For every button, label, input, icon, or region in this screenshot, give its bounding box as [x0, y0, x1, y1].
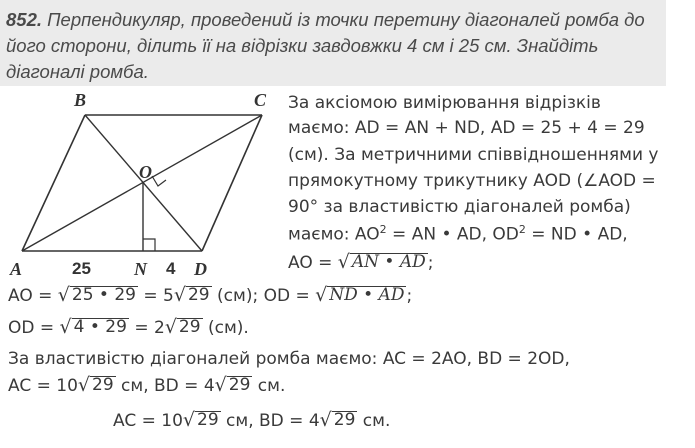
l8-sqrt-2: √ 29: [173, 284, 210, 306]
l12-part-c: см.: [357, 411, 391, 431]
l9-part-b: = 2: [128, 318, 165, 338]
l9-sqrt-1: √ 4 • 29: [59, 316, 127, 338]
l8-part-b: = 5: [137, 286, 174, 306]
l8-sqrt-3: √ ND • AD: [315, 284, 405, 306]
solution-line-10: За властивістю діагоналей ромба маємо: AC = 2AO, BD = 2OD,: [8, 349, 570, 369]
rhombus-diagram: [0, 88, 290, 288]
l11-part-b: см, BD = 4: [115, 376, 215, 396]
l9-part-a: OD =: [8, 318, 60, 338]
right-angle-o: [152, 176, 166, 186]
solution-line-1: За аксіомою вимірювання відрізків: [288, 93, 601, 113]
l7-end: ;: [427, 253, 434, 273]
diagonal-ac: [22, 115, 262, 251]
l9-radicand-1: 4 • 29: [73, 317, 127, 337]
point-label-a: A: [10, 259, 23, 279]
solution-line-9: [8, 318, 249, 338]
l6-part-b: = AN • AD, OD: [386, 224, 519, 245]
l6-part-c: = ND • AD,: [525, 224, 628, 245]
l12-radicand-1: 29: [197, 410, 219, 430]
solution-line-3: (см). За метричними співвідношеннями у: [288, 145, 659, 165]
solution-line-4: прямокутному трикутнику AOD (∠AOD =: [288, 171, 656, 191]
side-ab: [22, 115, 85, 251]
l12-part-a: AC = 10: [113, 411, 183, 431]
solution-line-11: [8, 376, 285, 396]
l9-sqrt-2: √ 29: [164, 316, 201, 338]
l11-part-a: AC = 10: [8, 376, 78, 396]
l12-radicand-2: 29: [333, 410, 356, 430]
solution-line-6: [288, 223, 628, 245]
solution-line-2: маємо: AD = AN + ND, AD = 25 + 4 = 29: [288, 118, 645, 138]
right-angle-n: [143, 239, 155, 251]
l11-radicand-2: 29: [228, 375, 251, 395]
l11-sqrt-1: √ 29: [77, 374, 114, 396]
l12-sqrt-2: √ 29: [319, 409, 356, 431]
point-label-o: O: [139, 162, 152, 182]
l8-part-a: AO =: [8, 286, 58, 306]
solution-line-12: [113, 411, 390, 431]
l11-part-c: см.: [252, 376, 286, 396]
l9-part-c: (см).: [202, 318, 249, 338]
l7-sqrt: √ AN • AD: [337, 251, 426, 273]
l11-radicand-1: 29: [92, 375, 114, 395]
l8-sqrt-1: √ 25 • 29: [57, 284, 136, 306]
l8-end: ;: [406, 286, 413, 306]
segment-label-an: 25: [72, 259, 91, 278]
solution-line-8: [8, 286, 412, 306]
l6-exponent-1: 2: [379, 223, 387, 236]
l9-radicand-2: 29: [178, 317, 201, 337]
l7-radicand: AN • AD: [351, 252, 426, 272]
problem-header: [0, 0, 666, 86]
l8-radicand-3: ND • AD: [329, 285, 405, 305]
l8-radicand-2: 29: [187, 285, 210, 305]
l7-part-a: AO =: [288, 253, 338, 273]
l8-radicand-1: 25 • 29: [71, 285, 136, 305]
solution-line-5: 90° за властивістю діагоналей ромба): [288, 197, 631, 217]
l6-exponent-2: 2: [518, 223, 526, 236]
point-label-c: C: [254, 90, 267, 110]
l12-part-b: см, BD = 4: [220, 411, 320, 431]
l12-sqrt-1: √ 29: [182, 409, 219, 431]
l6-part-a: маємо: AO: [288, 224, 380, 245]
l11-sqrt-2: √ 29: [214, 374, 251, 396]
side-cd: [202, 115, 262, 251]
problem-number: 852.: [6, 9, 43, 30]
point-label-b: B: [74, 90, 87, 110]
solution-line-7: [288, 253, 434, 273]
point-label-n: N: [134, 259, 147, 279]
point-label-d: D: [194, 259, 207, 279]
problem-statement: [6, 7, 666, 85]
problem-text: Перпендикуляр, проведений із точки перетину діагоналей ромба до його сторони, ділить її на відрізки завдовжки 4 см і 25 см. Знайдіть діагоналі ромба.: [6, 9, 645, 82]
l8-part-c: (см); OD =: [211, 286, 316, 306]
segment-label-nd: 4: [166, 259, 176, 278]
